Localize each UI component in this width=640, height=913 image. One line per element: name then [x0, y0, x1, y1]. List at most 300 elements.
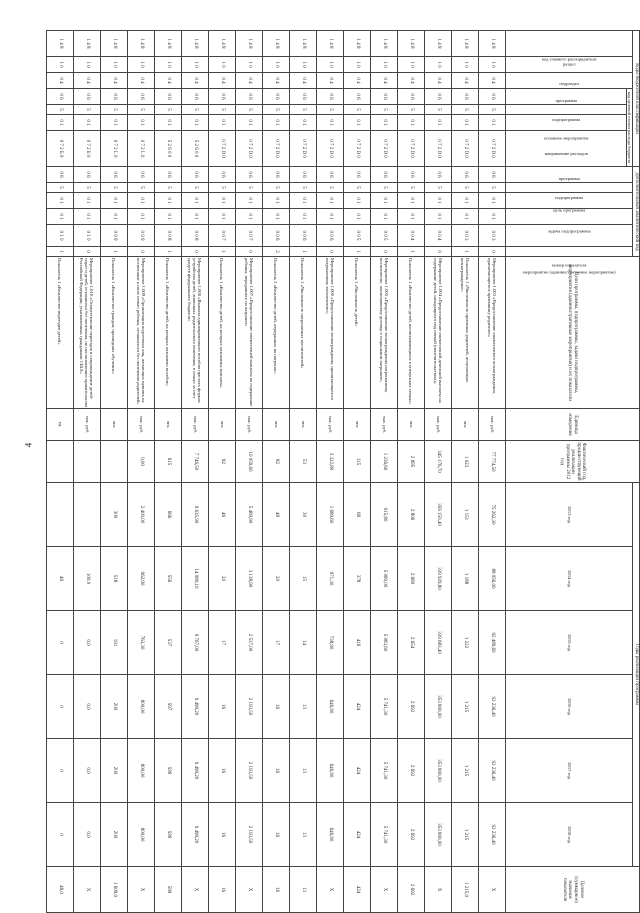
code-cell: 5 [478, 183, 505, 193]
code-cell: 5 2 6 0 0 [181, 131, 208, 167]
year-value-cell: 46 [46, 547, 73, 611]
code-cell: 5 [316, 105, 343, 115]
unit-cell: тыс. руб. [316, 409, 343, 441]
year-value-cell: 1 222 [451, 611, 478, 675]
year-value-cell: 646,90 [316, 739, 343, 803]
year-value-cell: 424 [343, 739, 370, 803]
year-value-cell: 353 800,00 [424, 803, 451, 867]
code-cell: 0 7 2 D 0 [262, 131, 289, 167]
table-row [424, 31, 451, 913]
year-value-cell: 556 [154, 547, 181, 611]
year-value-cell: 599 [154, 803, 181, 867]
budget-subgroup-header: код целевой статьи расхода бюджета [626, 89, 633, 167]
code-cell: 0 7 2 Б 0 [73, 131, 100, 167]
final-value-cell: X [478, 867, 505, 913]
code-cell: 0 0 3 [478, 225, 505, 247]
code-cell: 5 [343, 183, 370, 193]
code-cell: 0 6 [73, 89, 100, 105]
code-cell: 1 4 8 [478, 31, 505, 57]
year-value-cell: 9 767,00 [181, 611, 208, 675]
code-cell: 1 0 [235, 57, 262, 73]
code-cell: 0 1 [397, 115, 424, 131]
table-body [46, 31, 505, 913]
year-value-cell: 424 [343, 803, 370, 867]
code-cell: 0 4 [343, 73, 370, 89]
code-cell: 0 1 [343, 115, 370, 131]
year-header: 2016 год [505, 675, 633, 739]
code-cell: 1 0 [343, 57, 370, 73]
year-value-cell: 0,0 [73, 675, 100, 739]
year-value-cell: 0 [46, 739, 73, 803]
year-value-cell: 13 [289, 739, 316, 803]
fact-value-cell: 10 059,60 [235, 441, 262, 483]
unit-column-header: Единица измерения [505, 409, 639, 441]
code-cell: 1 4 8 [181, 31, 208, 57]
year-value-cell: 2 806 [397, 483, 424, 547]
code-cell: 1 4 8 [343, 31, 370, 57]
indicator-name-cell: Мероприятие 1.005 «Предоставление вознаграждения патронатному воспитателю, заключившему договор о социальном патронате» [370, 257, 397, 409]
final-value-cell: 1 609,0 [100, 867, 127, 913]
code-cell: 0 6 [73, 167, 100, 183]
code-cell: 0 1 [424, 209, 451, 225]
extra-col-header: мероприятие (административное мероприятие) [505, 225, 633, 247]
code-cell: 0 [316, 247, 343, 257]
code-cell: 5 [262, 183, 289, 193]
code-cell: 0 1 [478, 115, 505, 131]
code-cell: 5 [424, 183, 451, 193]
code-cell: 0 [73, 247, 100, 257]
year-value-cell: 646,90 [316, 675, 343, 739]
code-cell: 1 4 8 [397, 31, 424, 57]
code-cell: 5 [478, 105, 505, 115]
unit-cell: чел. [262, 409, 289, 441]
unit-cell: чел. [451, 409, 478, 441]
table-row [289, 31, 316, 913]
code-cell: 0 4 [208, 73, 235, 89]
table-row [208, 31, 235, 913]
table-row [262, 31, 289, 913]
code-cell: 0 7 2 D 0 [343, 131, 370, 167]
code-col-header: подпрограмма [505, 105, 626, 115]
code-cell: 0 [181, 247, 208, 257]
extra-col-header: подпрограмма [505, 183, 633, 193]
year-value-cell: 1 188 [451, 547, 478, 611]
indicator-name-cell: Показатель 1 «Количество детей, воспитывающихся в опекунских семьях» [397, 257, 424, 409]
code-cell: 0 6 [478, 167, 505, 183]
code-cell: 1 4 8 [289, 31, 316, 57]
code-cell: 5 [46, 105, 73, 115]
code-cell: 1 [451, 247, 478, 257]
indicator-name-cell: Показатель 1 «Количество детей, на которых назначены выплаты» [208, 257, 235, 409]
code-cell: 0 6 [343, 167, 370, 183]
code-cell: 5 [424, 105, 451, 115]
fact-value-cell: 1 023 [451, 441, 478, 483]
unit-cell: тыс. руб. [370, 409, 397, 441]
code-cell: 0 1 [235, 193, 262, 209]
indicator-name-cell: Показатель 1 «Численность патронатных воспитателей» [289, 257, 316, 409]
year-value-cell: 5 083,60 [370, 611, 397, 675]
unit-cell: тыс. руб. [127, 409, 154, 441]
code-col-header: код главного распорядителя [505, 31, 633, 57]
unit-cell: чел. [208, 409, 235, 441]
year-value-cell: 1 215 [451, 675, 478, 739]
year-value-cell: 5 080,00 [370, 547, 397, 611]
code-cell: 1 4 8 [127, 31, 154, 57]
code-cell: 0 4 [127, 73, 154, 89]
code-cell: 0 4 [370, 73, 397, 89]
code-cell: 1 4 8 [73, 31, 100, 57]
code-cell: 0 6 [208, 167, 235, 183]
code-cell: 0 4 [451, 73, 478, 89]
indicator-name-cell: Показатель 1 «Количество детей, на которых назначено пособие» [154, 257, 181, 409]
final-value-cell: 16 [208, 867, 235, 913]
code-cell: 0 4 [100, 73, 127, 89]
code-cell: 0 0 7 [235, 225, 262, 247]
year-value-cell: 339 929,80 [424, 547, 451, 611]
code-cell: 0 1 [262, 209, 289, 225]
code-cell: 0 1 [100, 115, 127, 131]
year-value-cell: 14 080,10 [181, 547, 208, 611]
code-cell: 0 [424, 247, 451, 257]
code-cell: 1 4 8 [316, 31, 343, 57]
unit-cell: чел. [154, 409, 181, 441]
unit-cell: чел. [289, 409, 316, 441]
year-value-cell: 518 [100, 547, 127, 611]
final-value-cell: X [235, 867, 262, 913]
code-cell: 0 7 2 Б 0 [46, 131, 73, 167]
year-value-cell: 13 [289, 803, 316, 867]
final-value-cell: 16 [262, 867, 289, 913]
code-cell: 5 [100, 105, 127, 115]
year-value-cell: 5 741,30 [370, 675, 397, 739]
year-value-cell: 3 138,90 [235, 547, 262, 611]
fact-value-cell [73, 441, 100, 483]
final-value-cell: 2 692 [397, 867, 424, 913]
code-cell: 0 1 [316, 115, 343, 131]
indicator-name-cell: Мероприятие 1.010 «Осуществление переездов и сопровождение детей-сирот и детей, оставшихся без попечения, по постановлению правительства Российской Федерации, усыновленных гражданами США» [73, 257, 100, 409]
year-value-cell: 353 800,00 [424, 675, 451, 739]
fact-value-cell: 82 [208, 441, 235, 483]
year-value-cell: 200 [100, 675, 127, 739]
code-cell: 1 [100, 247, 127, 257]
fact-column-header: Фактический год, предшествующий реализации программы 2012 год [505, 441, 639, 483]
extra-col-header: номер показателя [505, 247, 633, 257]
year-value-cell: 200 [100, 803, 127, 867]
indicator-name-cell: Мероприятие 1.009 «Организация подготовки лиц, желающих принять на воспитание в свою семью ребенка, оставшегося без попечения родителей» [127, 257, 154, 409]
code-cell: 0 7 2 L 0 [100, 131, 127, 167]
code-cell: 0 7 2 D 0 [289, 131, 316, 167]
code-cell: 0 0 4 [397, 225, 424, 247]
year-value-cell: 200 [100, 739, 127, 803]
code-cell: 5 [262, 105, 289, 115]
code-cell: 0 6 [235, 167, 262, 183]
code-cell: 0 6 [289, 89, 316, 105]
code-cell: 1 0 [181, 57, 208, 73]
year-value-cell: 800,00 [127, 739, 154, 803]
year-header: 2017 год [505, 739, 633, 803]
code-cell: 0 0 8 [181, 225, 208, 247]
year-value-cell: 2 692 [397, 803, 424, 867]
table-row [73, 31, 100, 913]
year-value-cell: 0 [46, 611, 73, 675]
year-value-cell: 93 236,40 [478, 803, 505, 867]
table-row [451, 31, 478, 913]
extra-col-header: задача подпрограммы [505, 209, 633, 225]
year-value-cell: 16 [262, 675, 289, 739]
code-cell: 0 1 [154, 193, 181, 209]
year-value-cell: 2 537,00 [235, 611, 262, 675]
table-row [127, 31, 154, 913]
code-cell: 0 6 [451, 167, 478, 183]
unit-cell: ед. [46, 409, 73, 441]
code-cell: 0 4 [181, 73, 208, 89]
code-cell: 5 2 6 0 0 [154, 131, 181, 167]
code-cell: 0 1 [424, 193, 451, 209]
code-cell: 5 [316, 183, 343, 193]
year-value-cell: 1 151 [451, 483, 478, 547]
code-cell: 0 0 9 [100, 225, 127, 247]
goal-column-header: Цели программы, подпрограммы, задачи подпрограммы, мероприятия (административные мероприятия) и их показатели [505, 257, 639, 409]
code-cell: 1 4 8 [100, 31, 127, 57]
code-cell: 0 1 [424, 115, 451, 131]
year-value-cell: 1 689,60 [316, 483, 343, 547]
code-cell: 1 0 [46, 57, 73, 73]
code-cell: 0 1 [235, 209, 262, 225]
code-cell: 0 1 [73, 115, 100, 131]
code-col-header: раздел [505, 57, 633, 73]
indicator-name-cell: Мероприятие 1.006 «Предоставление вознаграждения, причитающегося патронатному воспитателю» [316, 257, 343, 409]
year-value-cell: 2 692 [397, 739, 424, 803]
year-value-cell: 30 [289, 483, 316, 547]
code-cell: 0 1 [262, 193, 289, 209]
code-cell: 0 4 [289, 73, 316, 89]
fact-value-cell: 1 236,60 [370, 441, 397, 483]
final-value-header: Целевое (суммарное) значение показателя [505, 867, 639, 913]
year-value-cell: 20 [208, 547, 235, 611]
year-value-cell: 424 [343, 675, 370, 739]
code-cell: 5 [208, 183, 235, 193]
code-cell: 0 [235, 247, 262, 257]
code-cell: 0 1 [262, 115, 289, 131]
year-value-cell: 191 [100, 611, 127, 675]
year-value-cell: 9 635,90 [181, 483, 208, 547]
code-cell: 5 [451, 183, 478, 193]
indicator-name-cell: Мероприятие 1.003 «Предоставление ежемесячного вознаграждения, причитающегося приемному родителю» [478, 257, 505, 409]
code-cell: 0 6 [181, 89, 208, 105]
table-row [370, 31, 397, 913]
code-cell: 0 6 [478, 89, 505, 105]
code-cell: 0 6 [181, 167, 208, 183]
year-value-cell: 17 [262, 611, 289, 675]
unit-cell: тыс. руб. [73, 409, 100, 441]
code-cell: 0 6 [343, 89, 370, 105]
code-cell: 0 6 [424, 167, 451, 183]
code-cell: 0 1 [343, 193, 370, 209]
code-cell: 5 [397, 105, 424, 115]
year-value-cell: 9 499,20 [181, 675, 208, 739]
code-cell: 5 [235, 105, 262, 115]
code-cell: 0 [370, 247, 397, 257]
year-value-cell: 378 [343, 547, 370, 611]
year-value-cell: 16 [208, 803, 235, 867]
code-cell: 0 4 [316, 73, 343, 89]
code-cell: 0 1 [370, 209, 397, 225]
table-row [100, 31, 127, 913]
year-header: 2018 год [505, 803, 633, 867]
code-cell: 0 7 2 D 0 [316, 131, 343, 167]
code-cell: 0 1 [46, 115, 73, 131]
year-value-cell: 599 [154, 739, 181, 803]
year-value-cell: 0,0 [73, 739, 100, 803]
code-cell: 1 0 [370, 57, 397, 73]
final-value-cell: 599 [154, 867, 181, 913]
year-value-cell: 20 [262, 547, 289, 611]
code-cell: 0 1 [73, 193, 100, 209]
code-cell: 1 0 [208, 57, 235, 73]
year-value-cell [46, 483, 73, 547]
code-cell: 0 6 [100, 89, 127, 105]
year-value-cell: 2 103,50 [235, 803, 262, 867]
year-value-cell: 2 400,00 [127, 483, 154, 547]
code-cell: 0 0 5 [370, 225, 397, 247]
indicator-name-cell: Показатель 1 «Количество граждан, прошедших обучение» [100, 257, 127, 409]
code-col-header: программа [505, 89, 626, 105]
code-cell: 0 1 0 [73, 225, 100, 247]
code-cell: 5 [451, 105, 478, 115]
code-cell: 0 1 [289, 193, 316, 209]
code-cell: 0 7 2 L 0 [127, 131, 154, 167]
code-cell: 5 [154, 183, 181, 193]
indicator-name-cell: Мероприятие 1.008 «Выплата единовременного пособия при всех формах устройства детей, лишенных родительского попечения, в семью за счет средств федерального бюджета» [181, 257, 208, 409]
year-value-cell: 0 [46, 675, 73, 739]
table-row [181, 31, 208, 913]
code-cell: 1 [208, 247, 235, 257]
code-col-header: направление расходов [505, 131, 626, 167]
code-cell: 5 [100, 183, 127, 193]
code-cell: 1 [46, 247, 73, 257]
code-cell: 1 [289, 247, 316, 257]
code-cell: 1 4 8 [46, 31, 73, 57]
code-col-header: основное мероприятие [505, 115, 626, 131]
year-value-cell: 48 [262, 483, 289, 547]
code-cell: 0 1 [100, 209, 127, 225]
year-value-cell: 5 741,30 [370, 739, 397, 803]
year-value-cell: 16 [208, 739, 235, 803]
code-cell: 0 4 [424, 73, 451, 89]
code-cell: 0 7 2 D 0 [370, 131, 397, 167]
code-cell: 0 1 [208, 193, 235, 209]
year-value-cell: 14 [289, 611, 316, 675]
code-cell: 0 4 [46, 73, 73, 89]
code-cell: 0 6 [397, 89, 424, 105]
year-value-cell: 5 741,30 [370, 803, 397, 867]
code-cell: 1 4 8 [154, 31, 181, 57]
code-cell: 1 0 [316, 57, 343, 73]
year-value-cell: 16 [208, 675, 235, 739]
code-cell: 2 [262, 247, 289, 257]
year-value-cell: 763,30 [127, 611, 154, 675]
year-value-cell: 9 499,20 [181, 739, 208, 803]
code-cell: 5 [397, 183, 424, 193]
year-value-cell: 2 103,50 [235, 675, 262, 739]
code-cell: 0 6 [451, 89, 478, 105]
code-cell: 0 4 [478, 73, 505, 89]
code-cell: 1 4 8 [208, 31, 235, 57]
unit-cell: тыс. руб. [181, 409, 208, 441]
code-cell: 0 1 [127, 193, 154, 209]
code-cell: 5 [181, 183, 208, 193]
code-cell: 0 4 [235, 73, 262, 89]
fact-value-cell: 82 [262, 441, 289, 483]
code-cell: 0 6 [208, 89, 235, 105]
fact-value-cell: 615 [154, 441, 181, 483]
year-value-cell: 962,90 [127, 547, 154, 611]
final-value-cell: X [127, 867, 154, 913]
code-cell: 5 [343, 105, 370, 115]
code-cell: 0 0 9 [127, 225, 154, 247]
final-value-cell: X [181, 867, 208, 913]
table-row [235, 31, 262, 913]
year-value-cell: 738,90 [316, 611, 343, 675]
code-cell: 0 0 3 [451, 225, 478, 247]
code-cell: 0 7 2 D 0 [397, 131, 424, 167]
year-value-cell: 0,0 [73, 611, 100, 675]
year-value-cell: 46 [208, 483, 235, 547]
extra-col-header: цель программы [505, 193, 633, 209]
extra-col-header: программа [505, 167, 633, 183]
code-cell: 0 1 [46, 209, 73, 225]
code-cell: 0 6 [127, 167, 154, 183]
unit-cell: чел. [397, 409, 424, 441]
final-value-cell: X [316, 867, 343, 913]
code-cell: 0 7 2 D 0 [235, 131, 262, 167]
year-value-cell: 17 [208, 611, 235, 675]
year-value-cell: 15 [289, 547, 316, 611]
code-cell: 0 1 [181, 209, 208, 225]
program-indicators-table [46, 30, 640, 913]
code-cell: 5 [154, 105, 181, 115]
year-value-cell: 646,90 [316, 803, 343, 867]
code-cell: 0 6 [154, 89, 181, 105]
code-cell: 0 7 2 D 0 [451, 131, 478, 167]
code-cell: 0 1 [397, 193, 424, 209]
code-cell: 0 1 [46, 193, 73, 209]
fact-value-cell: 7 746,50 [181, 441, 208, 483]
year-value-cell: 93 236,40 [478, 739, 505, 803]
code-cell: 0 4 [262, 73, 289, 89]
code-cell: 0 1 [289, 209, 316, 225]
code-cell: 0 1 [478, 209, 505, 225]
code-cell: 1 0 [289, 57, 316, 73]
fact-value-cell [100, 441, 127, 483]
indicator-name-cell: Показатель 2 «Количество детей, переданных на патронат» [262, 257, 289, 409]
code-cell: 0 1 [397, 209, 424, 225]
code-cell: 0 0 6 [316, 225, 343, 247]
code-cell: 1 4 8 [370, 31, 397, 57]
year-value-cell: 666 [154, 483, 181, 547]
code-cell: 0 1 [289, 115, 316, 131]
fact-value-cell: 77 774,50 [478, 441, 505, 483]
code-cell: 0 7 2 D 0 [424, 131, 451, 167]
code-cell: 0 1 [451, 115, 478, 131]
code-cell: 0 1 [478, 193, 505, 209]
code-cell: 0 6 [100, 167, 127, 183]
final-value-cell: 424 [343, 867, 370, 913]
indicator-name-cell: Показатель 1 «Численность детей» [343, 257, 370, 409]
fact-value-cell: 2 895 [397, 441, 424, 483]
code-cell: 0 6 [397, 167, 424, 183]
year-value-cell: 537 [154, 611, 181, 675]
